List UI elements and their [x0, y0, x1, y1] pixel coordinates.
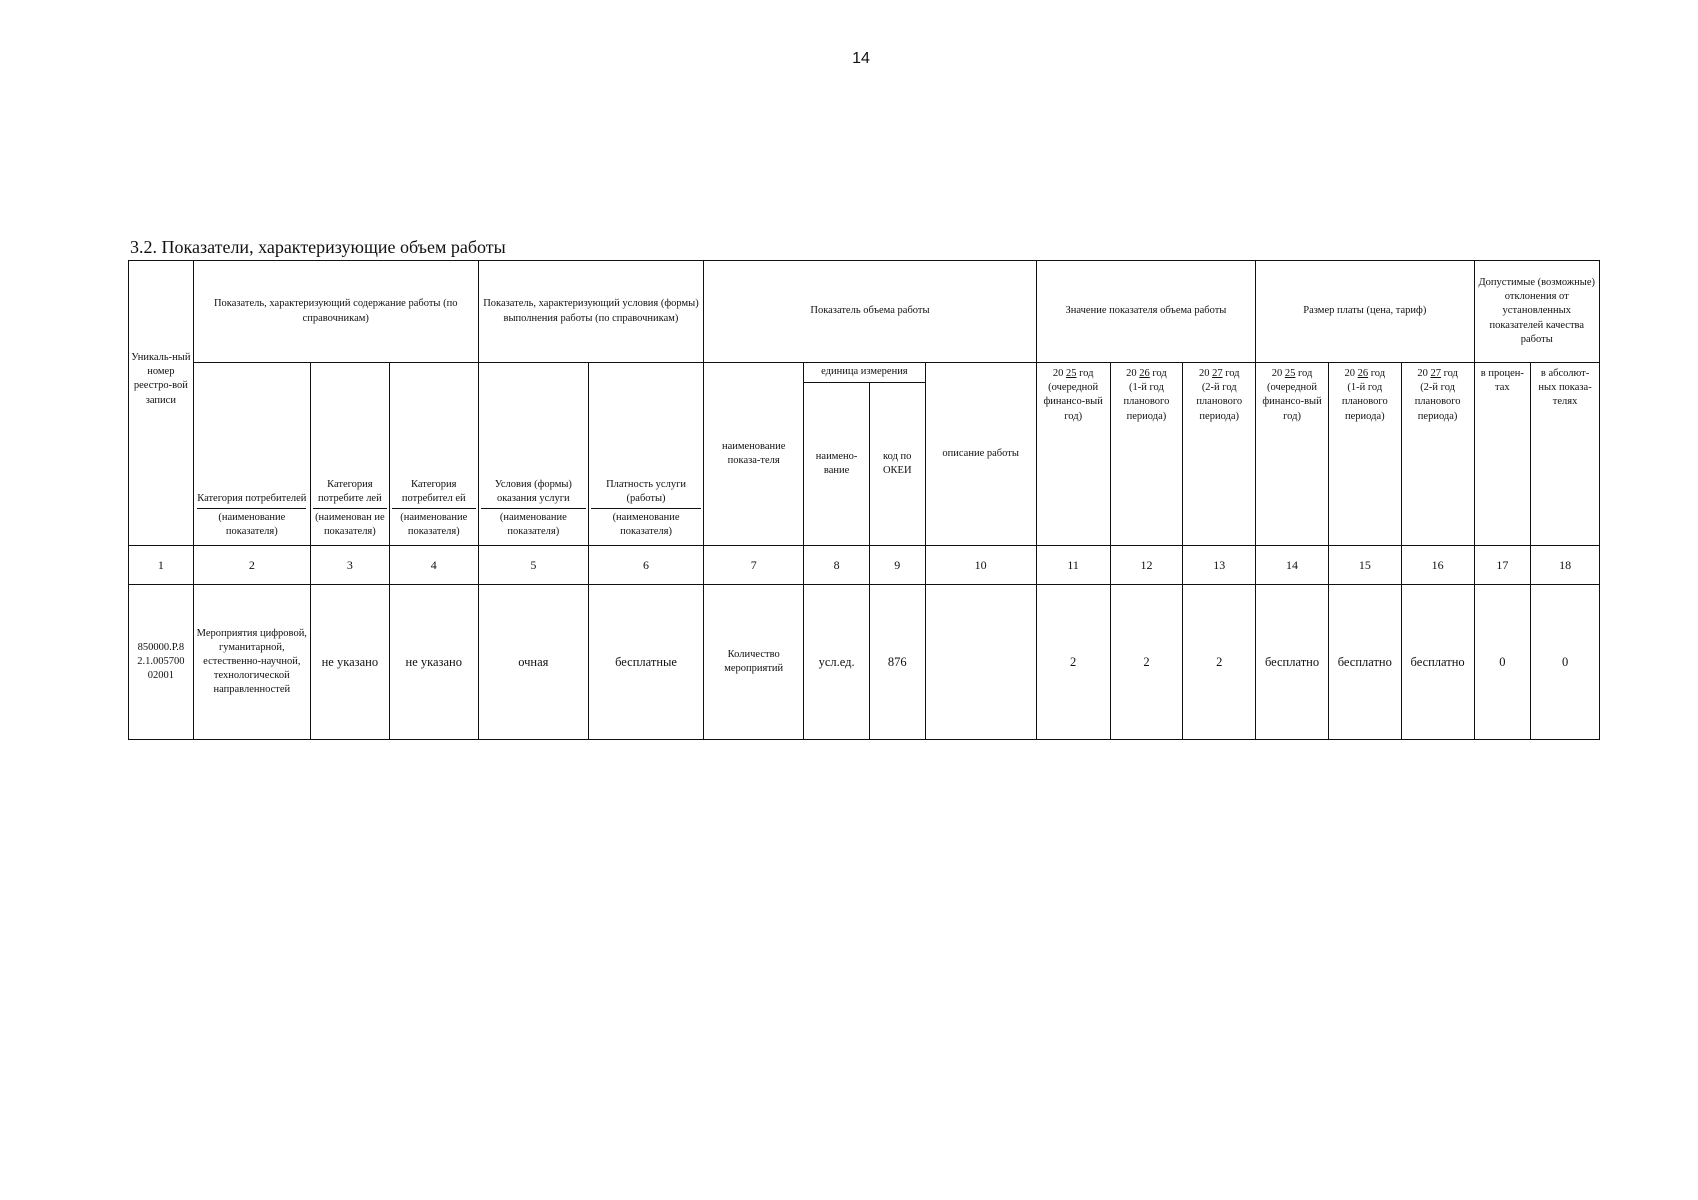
column-number: 11 — [1036, 546, 1110, 585]
year-prefix: 20 — [1126, 368, 1137, 379]
column-number: 5 — [478, 546, 588, 585]
year-prefix: 20 — [1198, 368, 1210, 379]
value-year-1-header — [1036, 363, 1110, 546]
column-number: 8 — [804, 546, 870, 585]
column-number: 16 — [1401, 546, 1474, 585]
content-indicator-group-header: Показатель, характеризующий содержание работы (по справочникам) — [193, 261, 478, 363]
column-number: 9 — [869, 546, 925, 585]
year-note: (очередной финансо-вый год) — [1043, 382, 1103, 422]
value-2026-cell: 2 — [1110, 585, 1183, 740]
year-word: год — [1370, 368, 1386, 379]
indicator-name-header: наименование показа-теля — [704, 363, 804, 546]
okei-cell: 876 — [869, 585, 925, 740]
year-note: (2-й год планового периода) — [1196, 382, 1243, 422]
year-word: год — [1225, 368, 1240, 379]
fee-year-1-header — [1256, 363, 1329, 546]
work-volume-table — [128, 260, 1600, 740]
work-description-header: описание работы — [925, 363, 1036, 546]
year-prefix: 20 — [1417, 368, 1428, 379]
unit-header: единица измерения — [804, 363, 925, 383]
conditions-indicator-group-header: Показатель, характеризующий условия (формы) выполнения работы (по справочникам) — [478, 261, 703, 363]
year-word: год — [1079, 368, 1094, 379]
col3-subtitle: (наименован ие показателя) — [315, 511, 385, 537]
col2-subtitle: (наименование показателя) — [218, 511, 286, 537]
column-number: 17 — [1474, 546, 1531, 585]
fee-2025-cell: бесплатно — [1256, 585, 1329, 740]
fee-2026-cell: бесплатно — [1328, 585, 1401, 740]
okei-code-header: код по ОКЕИ — [869, 383, 925, 546]
consumer-category-cell: Мероприятия цифровой, гуманитарной, естественно-научной, технологической направленностей — [193, 585, 310, 740]
column-number: 3 — [310, 546, 389, 585]
consumer-category-3-cell: не указано — [389, 585, 478, 740]
value-year-3-header — [1183, 363, 1256, 546]
col4-subtitle: (наименование показателя) — [400, 511, 468, 537]
year-number: 25 — [1065, 368, 1077, 379]
deviation-percent-header: в процен-тах — [1474, 363, 1531, 546]
column-number: 1 — [129, 546, 194, 585]
year-number: 26 — [1357, 368, 1369, 379]
year-number: 25 — [1284, 368, 1296, 379]
column-number: 14 — [1256, 546, 1329, 585]
column-number: 18 — [1531, 546, 1600, 585]
fee-2027-cell: бесплатно — [1401, 585, 1474, 740]
deviation-absolute-cell: 0 — [1531, 585, 1600, 740]
col6-header — [588, 363, 703, 546]
column-numbers-row — [129, 546, 1600, 585]
indicator-cell: Количество мероприятий — [704, 585, 804, 740]
unit-name-header: наимено-вание — [804, 383, 870, 546]
year-number: 26 — [1139, 368, 1150, 379]
volume-indicator-group-header: Показатель объема работы — [704, 261, 1037, 363]
year-prefix: 20 — [1344, 368, 1356, 379]
year-prefix: 20 — [1052, 368, 1064, 379]
year-number: 27 — [1212, 368, 1223, 379]
section-title: 3.2. Показатели, характеризующие объем работы — [130, 237, 506, 257]
column-number: 13 — [1183, 546, 1256, 585]
year-number: 27 — [1430, 368, 1441, 379]
col6-subtitle: (наименование показателя) — [612, 511, 680, 537]
year-word: год — [1443, 368, 1458, 379]
column-number: 7 — [704, 546, 804, 585]
column-number: 6 — [588, 546, 703, 585]
value-year-2-header — [1110, 363, 1183, 546]
col3-title: Категория потребите лей — [313, 478, 387, 508]
col2-title: Категория потребителей — [197, 492, 306, 508]
col5-subtitle: (наименование показателя) — [499, 511, 567, 537]
year-note: (очередной финансо-вый год) — [1262, 382, 1322, 422]
year-note: (1-й год планового периода) — [1123, 382, 1170, 422]
value-2027-cell: 2 — [1183, 585, 1256, 740]
year-word: год — [1297, 368, 1313, 379]
volume-value-group-header: Значение показателя объема работы — [1036, 261, 1255, 363]
year-word: год — [1152, 368, 1167, 379]
column-number: 12 — [1110, 546, 1183, 585]
year-note: (1-й год планового периода) — [1341, 382, 1388, 422]
deviation-absolute-header: в абсолют-ных показа-телях — [1531, 363, 1600, 546]
col3-header — [310, 363, 389, 546]
column-number: 15 — [1328, 546, 1401, 585]
value-2025-cell: 2 — [1036, 585, 1110, 740]
column-number: 2 — [193, 546, 310, 585]
unit-cell: усл.ед. — [804, 585, 870, 740]
page-number: 14 — [852, 50, 870, 67]
registry-number-cell: 850000.Р.8 2.1.005700 02001 — [129, 585, 194, 740]
col5-title: Условия (формы) оказания услуги — [481, 478, 586, 508]
column-number: 4 — [389, 546, 478, 585]
table-row — [129, 585, 1600, 740]
service-form-cell: очная — [478, 585, 588, 740]
fee-group-header: Размер платы (цена, тариф) — [1256, 261, 1474, 363]
col2-header — [193, 363, 310, 546]
deviation-group-header: Допустимые (возможные) отклонения от установленных показателей качества работы — [1474, 261, 1599, 363]
year-note: (2-й год планового периода) — [1414, 382, 1461, 422]
fee-year-2-header — [1328, 363, 1401, 546]
consumer-category-2-cell: не указано — [310, 585, 389, 740]
unique-number-header: Уникаль-ный номер реестро-вой записи — [129, 261, 194, 546]
description-cell — [925, 585, 1036, 740]
year-prefix: 20 — [1271, 368, 1283, 379]
col4-title: Категория потребител ей — [392, 478, 476, 508]
column-number: 10 — [925, 546, 1036, 585]
col6-title: Платность услуги (работы) — [591, 478, 701, 508]
payment-cell: бесплатные — [588, 585, 703, 740]
col5-header — [478, 363, 588, 546]
deviation-percent-cell: 0 — [1474, 585, 1531, 740]
col4-header — [389, 363, 478, 546]
fee-year-3-header — [1401, 363, 1474, 546]
